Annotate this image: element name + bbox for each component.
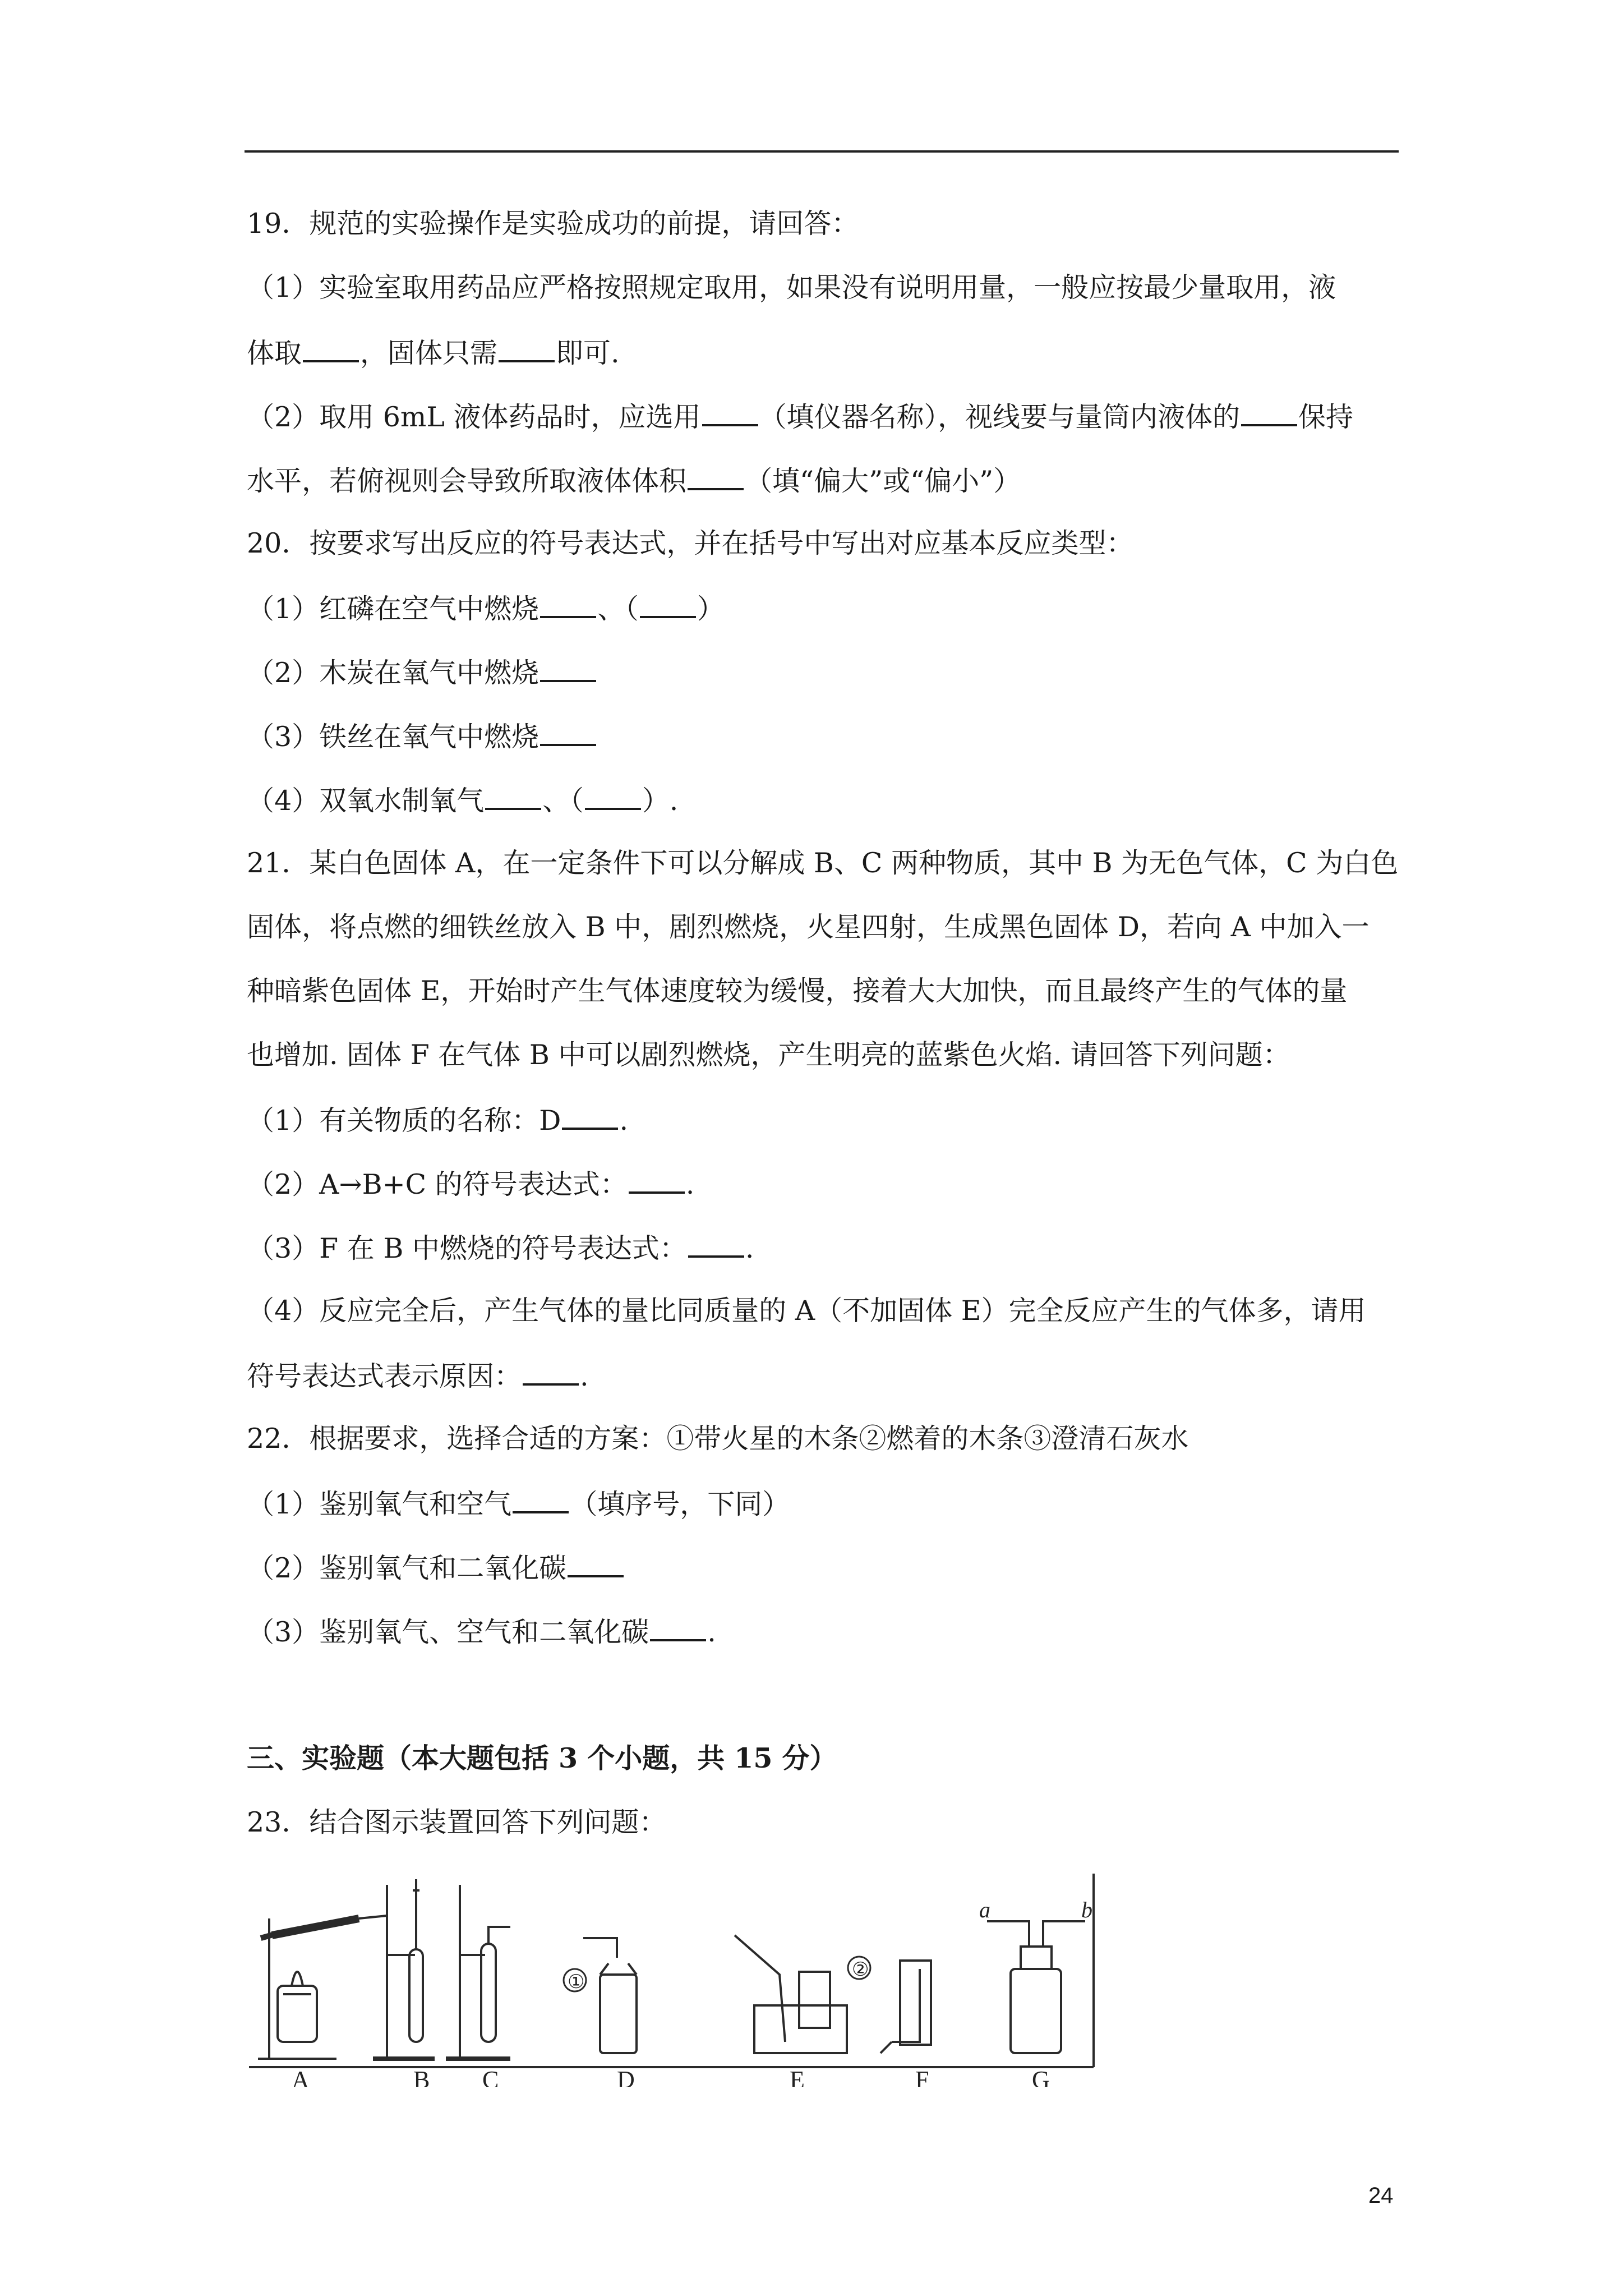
- q20-p2-text: （2）木炭在氧气中燃烧: [247, 657, 540, 689]
- q21-p4-text-2: 符号表达式表示原因：: [247, 1360, 522, 1392]
- answer-blank[interactable]: [688, 1231, 744, 1258]
- apparatus-c: [446, 1885, 510, 2059]
- q20-p4-text: （4）双氧水制氧气: [247, 785, 485, 817]
- q19-p2-text-3: 保持: [1298, 401, 1354, 433]
- figure-label-d: D: [617, 2066, 635, 2087]
- apparatus-drawing: [247, 1874, 1099, 2087]
- q19-p2-text: （2）取用 6mL 液体药品时，应选用: [247, 401, 701, 433]
- q23-stem-text: 23．结合图示装置回答下列问题：: [247, 1806, 667, 1838]
- q21-p2-text: （2）A→B+C 的符号表达式：: [247, 1168, 628, 1200]
- q20-p1-text: （1）红磷在空气中燃烧: [247, 593, 540, 625]
- figure-label-e: E: [790, 2066, 805, 2087]
- question-22-part-1: [247, 1487, 1402, 1519]
- apparatus-b: [373, 1879, 435, 2059]
- answer-blank[interactable]: [303, 335, 359, 362]
- q19-p2-text-4: 水平，若俯视则会导致所取液体体积: [247, 465, 687, 497]
- question-19-part-1-line-1: [247, 272, 1402, 303]
- q21-text-3: 种暗紫色固体 E，开始时产生气体速度较为缓慢，接着大大加快，而且最终产生的气体的量: [247, 975, 1348, 1007]
- answer-blank[interactable]: [629, 1167, 685, 1194]
- apparatus-d: [564, 1938, 637, 2053]
- q21-text-1: 21．某白色固体 A，在一定条件下可以分解成 B、C 两种物质，其中 B 为无色气体，C 为白色: [247, 847, 1399, 879]
- exam-page-body: [247, 208, 1402, 1870]
- q21-p3-text-2: .: [745, 1232, 754, 1264]
- question-22-stem: [247, 1423, 1402, 1455]
- q19-p1-text-3: ，固体只需: [360, 337, 498, 369]
- q22-p3-text-2: .: [707, 1616, 716, 1648]
- q21-p2-text-2: .: [685, 1168, 695, 1200]
- q20-p3-text: （3）铁丝在氧气中燃烧: [247, 721, 540, 753]
- answer-blank[interactable]: [540, 719, 596, 746]
- answer-blank[interactable]: [562, 1103, 618, 1130]
- port-b-label: b: [1081, 1897, 1092, 1922]
- q19-p1-text-4: 即可.: [556, 337, 620, 369]
- section-3-title: 三、实验题（本大题包括 3 个小题，共 15 分）: [247, 1742, 837, 1774]
- page-number: 24: [1368, 2183, 1394, 2208]
- q19-p2-text-2: （填仪器名称），视线要与量筒内液体的: [759, 401, 1241, 433]
- q22-p2-text: （2）鉴别氧气和二氧化碳: [247, 1552, 567, 1584]
- q20-p4-text-3: ）.: [642, 785, 679, 817]
- apparatus-a: [258, 1916, 387, 2059]
- q19-p2-text-5: （填“偏大”或“偏小”）: [745, 465, 1021, 497]
- q22-p1-text-2: （填序号，下同）: [570, 1488, 790, 1520]
- q21-p3-text: （3）F 在 B 中燃烧的符号表达式：: [247, 1232, 687, 1264]
- figure-label-f: F: [915, 2066, 929, 2087]
- q19-stem-text: 19．规范的实验操作是实验成功的前提，请回答：: [247, 208, 859, 240]
- q21-p1-text-2: .: [619, 1105, 629, 1137]
- figure-label-c: C: [482, 2066, 499, 2087]
- apparatus-e: [735, 1935, 870, 2053]
- question-21-part-4-line-1: [247, 1295, 1402, 1327]
- question-20-part-2: [247, 655, 1402, 687]
- q22-p3-text: （3）鉴别氧气、空气和二氧化碳: [247, 1616, 649, 1648]
- figure-label-g: G: [1032, 2066, 1050, 2087]
- figure-label-b: B: [413, 2066, 430, 2087]
- q21-text-4: 也增加. 固体 F 在气体 B 中可以剧烈燃烧，产生明亮的蓝紫色火焰. 请回答下列问题：: [247, 1039, 1290, 1071]
- question-21-line-4: [247, 1039, 1402, 1071]
- question-19-part-2-line-2: [247, 463, 1402, 495]
- question-21-part-3: [247, 1231, 1402, 1263]
- answer-blank[interactable]: [650, 1614, 706, 1641]
- answer-blank[interactable]: [702, 399, 758, 426]
- answer-blank[interactable]: [640, 591, 696, 618]
- q22-stem-text: 22．根据要求，选择合适的方案：①带火星的木条②燃着的木条③澄清石灰水: [247, 1423, 1189, 1455]
- answer-blank[interactable]: [688, 463, 744, 490]
- marker-1: ①: [568, 1972, 585, 1993]
- q20-p1-text-3: ）: [697, 593, 725, 625]
- answer-blank[interactable]: [585, 783, 641, 810]
- answer-blank[interactable]: [568, 1550, 624, 1577]
- q21-p4-text: （4）反应完全后，产生气体的量比同质量的 A（不加固体 E）完全反应产生的气体多，请用: [247, 1295, 1366, 1327]
- question-21-part-4-line-2: [247, 1359, 1402, 1391]
- port-a-label: a: [979, 1897, 990, 1922]
- question-19-part-1-line-2: [247, 335, 1402, 367]
- question-21-part-1: [247, 1103, 1402, 1135]
- question-20-part-4: [247, 783, 1402, 815]
- marker-2: ②: [852, 1959, 869, 1980]
- q20-stem-text: 20．按要求写出反应的符号表达式，并在括号中写出对应基本反应类型：: [247, 527, 1134, 559]
- q19-p1-text: （1）实验室取用药品应严格按照规定取用，如果没有说明用量，一般应按最少量取用，液: [247, 272, 1336, 303]
- header-rule: [245, 150, 1399, 153]
- question-19-stem: [247, 208, 1402, 240]
- q19-p1-text-2: 体取: [247, 337, 302, 369]
- answer-blank[interactable]: [540, 591, 596, 618]
- apparatus-f: [880, 1961, 931, 2053]
- question-20-part-1: [247, 591, 1402, 623]
- apparatus-g: [987, 1921, 1085, 2053]
- apparatus-figure: [247, 1874, 1099, 2087]
- q21-p4-text-3: .: [580, 1360, 589, 1392]
- question-22-part-3: [247, 1614, 1402, 1646]
- answer-blank[interactable]: [1241, 399, 1297, 426]
- question-23-stem: [247, 1806, 1402, 1838]
- question-20-part-3: [247, 719, 1402, 751]
- answer-blank[interactable]: [540, 655, 596, 682]
- answer-blank[interactable]: [513, 1487, 569, 1513]
- q21-p1-text: （1）有关物质的名称：D: [247, 1105, 561, 1137]
- q20-p4-text-2: 、（: [542, 785, 584, 817]
- question-21-part-2: [247, 1167, 1402, 1199]
- answer-blank[interactable]: [499, 335, 555, 362]
- q22-p1-text: （1）鉴别氧气和空气: [247, 1488, 512, 1520]
- section-3-heading: [247, 1742, 1402, 1774]
- question-21-line-3: [247, 975, 1402, 1007]
- answer-blank[interactable]: [523, 1359, 579, 1386]
- figure-label-a: A: [292, 2066, 310, 2087]
- q20-p1-text-2: 、（: [597, 593, 639, 625]
- question-20-stem: [247, 527, 1402, 559]
- question-22-part-2: [247, 1550, 1402, 1582]
- question-21-line-1: [247, 847, 1402, 879]
- question-19-part-2-line-1: [247, 399, 1402, 431]
- question-21-line-2: [247, 911, 1402, 943]
- answer-blank[interactable]: [485, 783, 541, 810]
- q21-text-2: 固体，将点燃的细铁丝放入 B 中，剧烈燃烧，火星四射，生成黑色固体 D，若向 A 中加入一: [247, 911, 1370, 943]
